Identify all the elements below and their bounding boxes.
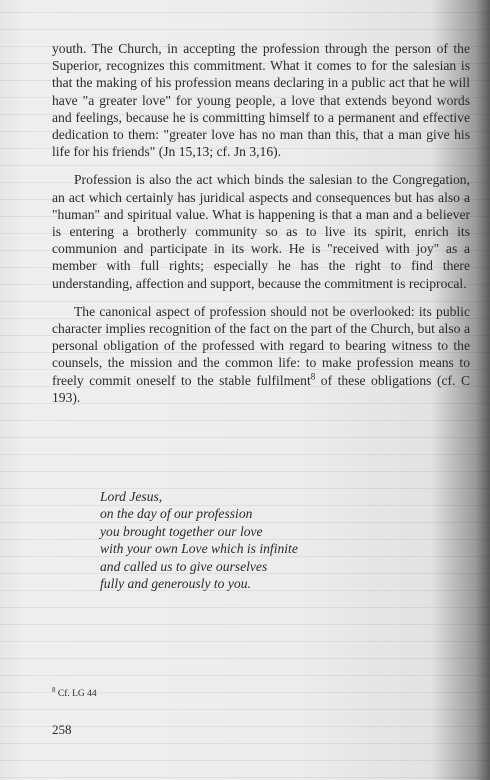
- prayer-line: and called us to give ourselves: [100, 558, 268, 574]
- prayer-line: Lord Jesus,: [100, 489, 163, 504]
- footnote-reference: 8: [310, 371, 316, 382]
- body-text: [52, 40, 470, 406]
- paragraph-3: [52, 303, 470, 406]
- prayer-line: with your own Love which is infinite: [100, 541, 298, 557]
- footnote-marker: 8: [52, 686, 56, 694]
- footnote-text: Cf. LG 44: [55, 689, 97, 700]
- paragraph-1: youth. The Church, in accepting the profession through the person of the Superior, recognizes this commitment. What it comes to for the salesian is that the making of his profession means declaring in a public act that he will have "a greater love" for young people, a love that extends beyond words and feelings, because he is committing himself to a permanent and effective dedication to them: "greater love has no man than this, that a man give his life for his friends" (Jn 15,13; cf. Jn 3,16).: [52, 41, 470, 160]
- prayer-line: on the day of our profession: [100, 506, 253, 522]
- paragraph-3-text: The canonical aspect of profession should not be overlooked: its public character implies recognition of the fact on the part of the Church, but also a personal obligation of the professed with regard to bearing witness to the counsels, the mission and the common life: to make profession means to freely commit oneself to the stable fulfilment: [52, 303, 470, 388]
- paragraph-3-tail: of these obligations (cf. C 193).: [52, 372, 471, 405]
- paragraph-2: Profession is also the act which binds the salesian to the Congregation, an act which certainly has juridical aspects and consequences but has also a "human" and spiritual value. What is happening is that a man and a believer is entering a brotherly community so as to live its spirit, enrich its communion and participate in its work. He is "received with joy" as a member with full rights; especially he has the right to find there understanding, affection and support, because the commitment is reciprocal.: [52, 172, 470, 291]
- prayer-line: you brought together our love: [100, 523, 263, 539]
- page-number: 258: [52, 722, 72, 737]
- footnote: [52, 684, 97, 700]
- prayer-line: fully and generously to you.: [100, 576, 251, 592]
- prayer: [100, 488, 400, 592]
